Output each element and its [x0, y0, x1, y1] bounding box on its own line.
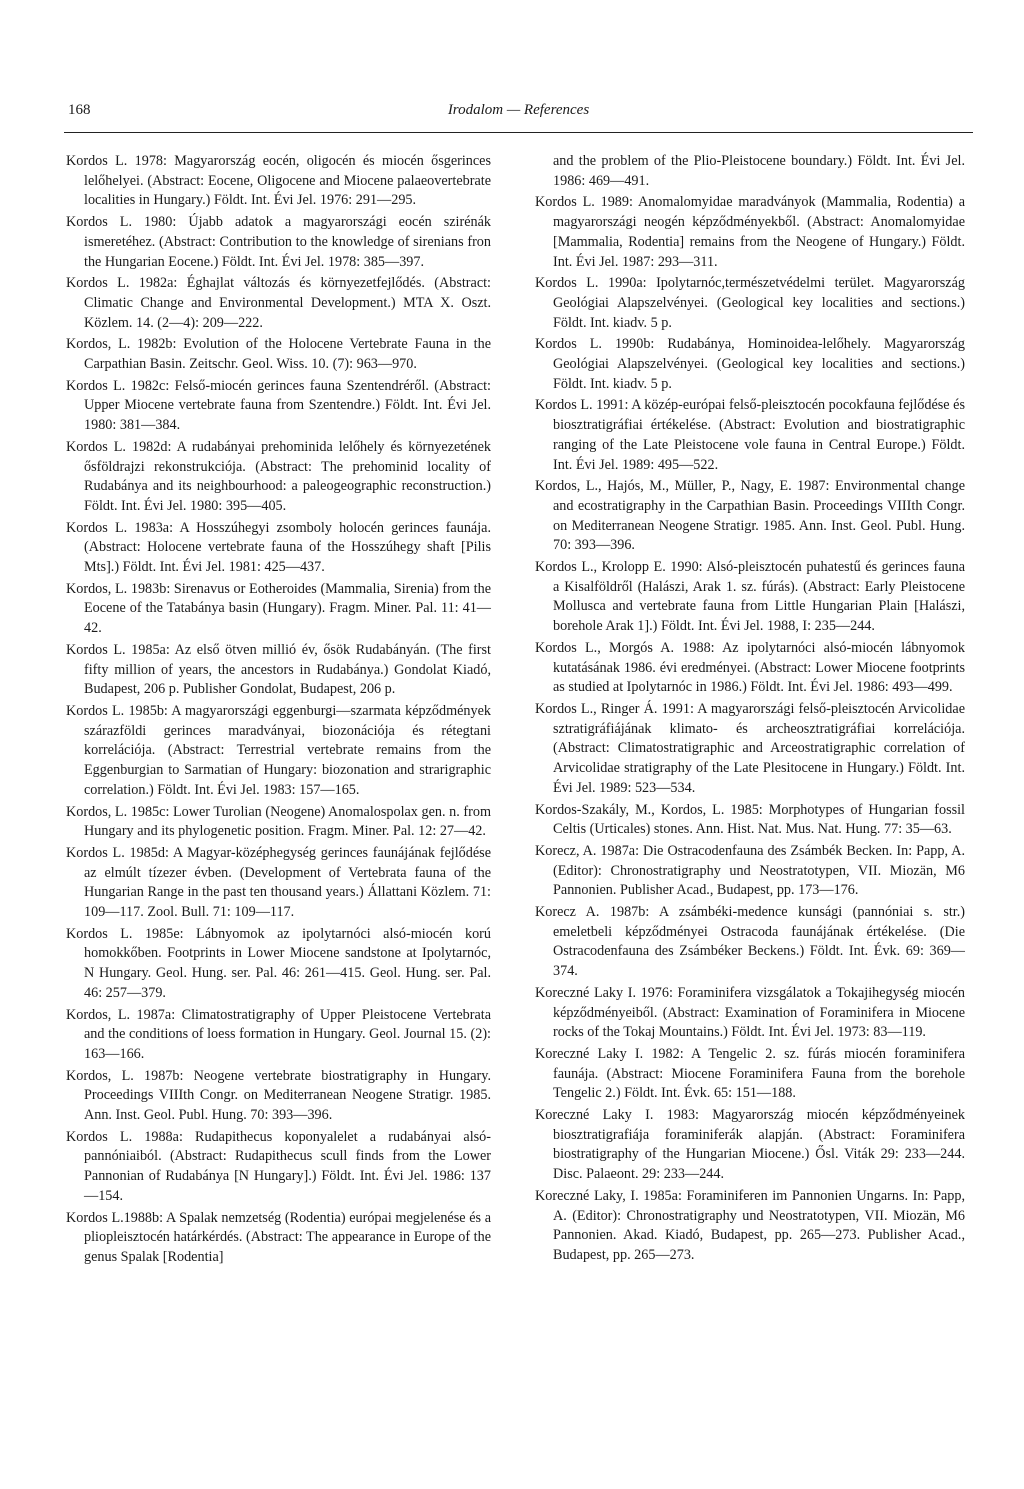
reference-entry: Kordos, L. 1985c: Lower Turolian (Neogene) Anomalospolax gen. n. from Hungary and its phylogenetic position. Fragm. Miner. Pal. 12: 27—42.: [66, 803, 491, 840]
reference-entry: Korecz, A. 1987a: Die Ostracodenfauna des Zsámbék Becken. In: Papp, A. (Editor): Chronostratigraphy und Neostratotypen, VII. Miozän, M6 Pannonien. Publisher Acad., Budapest, pp. 173—176.: [535, 842, 965, 899]
reference-entry: Kordos L. 1983a: A Hosszúhegyi zsomboly holocén gerinces faunája. (Abstract: Holocene vertebrate fauna of the Hosszúhegy shaft [Pilis Mts].) Földt. Int. Évi Jel. 1981: 425—437.: [66, 519, 491, 576]
page-header: [64, 96, 973, 133]
reference-entry: Kordos L. 1982d: A rudabányai prehominida lelőhely és környezetének ősföldrajzi rekonstrukciója. (Abstract: The prehominid locality of Rudabánya and its neighbourhood: a paleogeographic reconstruction.) Földt. Int. Évi Jel. 1980: 395—405.: [66, 438, 491, 514]
reference-entry: Korecz A. 1987b: A zsámbéki-medence kunsági (pannóniai s. str.) emeletbeli képződményei Ostracoda faunájának értékelése. (Die Ostracodenfauna des Zsámbéker Beckens.) Földt. Int. Évk. 69: 369—374.: [535, 904, 965, 980]
reference-entry: Kordos L. 1988a: Rudapithecus koponyalelet a rudabányai alsó-pannóniaiból. (Abstract: Rudapithecus scull finds from the Lower Pannonian of Rudabánya [N Hungary].) Földt. Int. Évi Jel. 1986: 137—154.: [66, 1128, 491, 1204]
reference-entry: Kordos-Szakály, M., Kordos, L. 1985: Morphotypes of Hungarian fossil Celtis (Urticales) stones. Ann. Hist. Nat. Mus. Nat. Hung. 77: 35—63.: [535, 801, 965, 838]
reference-entry: Koreczné Laky I. 1983: Magyarország miocén képződményeinek biosztratigrafiája foraminiferák alapján. (Abstract: Foraminifera biostratigraphy of the Hungarian Miocene.) Ősl. Viták 29: 233—244. Disc. Palaeont. 29: 233—244.: [535, 1107, 965, 1183]
reference-entry: Kordos L. 1990b: Rudabánya, Hominoidea-lelőhely. Magyarország Geológiai Alapszelvényei. (Geological key localities and sections.) Földt. Int. kiadv. 5 p.: [535, 336, 965, 392]
reference-entry: Kordos L. 1982c: Felső-miocén gerinces fauna Szentendréről. (Abstract: Upper Miocene vertebrate fauna from Szentendre.) Földt. Int. Évi Jel. 1980: 381—384.: [66, 377, 491, 434]
reference-entry: Koreczné Laky I. 1976: Foraminifera vizsgálatok a Tokajihegység miocén képződményeiből. (Abstract: Examination of Foraminifera in Miocene rocks of the Tokaj Mountains.) Földt. Int. Évi Jel. 1973: 83—119.: [535, 984, 965, 1041]
reference-entry: Kordos L. 1985e: Lábnyomok az ipolytarnóci alsó-miocén korú homokkőben. Footprints in Lower Miocene sandstone at Ipolytarnóc, N Hungary. Geol. Hung. ser. Pal. 46: 261—415. Geol. Hung. ser. Pal. 46: 257—379.: [66, 925, 491, 1001]
reference-entry: Kordos L. 1978: Magyarország eocén, oligocén és miocén ősgerinces lelőhelyei. (Abstract: Eocene, Oligocene and Miocene palaeovertebrate localities in Hungary.) Földt. Int. Évi Jel. 1976: 291—295.: [66, 153, 491, 209]
reference-entry: Kordos, L., Hajós, M., Müller, P., Nagy, E. 1987: Environmental change and ecostratigraphy in the Carpathian Basin. Proceedings VIIIth Congr. on Mediterranean Neogene Stratigr. 1985. Ann. Inst. Geol. Publ. Hung. 70: 393—396.: [535, 478, 965, 554]
reference-entry: Koreczné Laky, I. 1985a: Foraminiferen im Pannonien Ungarns. In: Papp, A. (Editor): Chronostratigraphy und Neostratotypen, VII. Miozän, M6 Pannonien. Akad. Kiadó, Budapest, pp. 265—273. Publisher Acad., Budapest, pp. 265—273.: [535, 1187, 965, 1263]
reference-entry: Koreczné Laky I. 1982: A Tengelic 2. sz. fúrás miocén foraminifera faunája. (Abstract: Miocene Foraminifera Fauna from the borehole Tengelic 2.) Földt. Int. Évk. 65: 151—188.: [535, 1045, 965, 1102]
reference-entry: Kordos L. 1985b: A magyarországi eggenburgi—szarmata képződmények szárazföldi gerinces maradványai, biozonációja és rétegtani korrelációja. (Abstract: Terrestrial vertebrate remains from the Eggenburgian to Sarmatian of Hungary: biozonation and strarigraphic correlation.) Földt. Int. Évi Jel. 1983: 157—165.: [66, 702, 491, 798]
reference-entry: Kordos L., Krolopp E. 1990: Alsó-pleisztocén puhatestű és gerinces fauna a Kisalföldről (Halászi, Arak 1. sz. fúrás). (Abstract: Early Pleistocene Mollusca and vertebrate fauna from Little Hungarian Plain [Halászi, borehole Arak 1].) Földt. Int. Évi Jel. 1988, I: 235—244.: [535, 559, 965, 635]
reference-entry: Kordos L., Morgós A. 1988: Az ipolytarnóci alsó-miocén lábnyomok kutatásának 1986. évi eredményei. (Abstract: Lower Miocene footprints as studied at Ipolytarnóc in 1986.) Földt. Int. Évi Jel. 1986: 493—499.: [535, 639, 965, 696]
reference-entry: Kordos L. 1985a: Az első ötven millió év, ősök Rudabányán. (The first fifty million of years, the ancestors in Rudabánya.) Gondolat Kiadó, Budapest, 206 p. Publisher Gondolat, Budapest, 206 p.: [66, 641, 491, 698]
reference-continuation: and the problem of the Plio-Pleistocene boundary.) Földt. Int. Évi Jel. 1986: 469—491.: [553, 153, 965, 189]
running-title: Irodalom — References: [447, 102, 590, 118]
reference-entry: Kordos L. 1985d: A Magyar-középhegység gerinces faunájának fejlődése az elmúlt tízezer évben. (Development of Vertebrata fauna of the Hungarian Range in the past ten thousand years.) Állattani Közlem. 71: 109—117. Zool. Bull. 71: 109—117.: [66, 844, 491, 921]
reference-entry: Kordos L. 1982a: Éghajlat változás és környezetfejlődés. (Abstract: Climatic Change and Environmental Development.) MTA X. Oszt. Közlem. 14. (2—4): 209—222.: [66, 275, 491, 331]
reference-entry: Kordos, L. 1982b: Evolution of the Holocene Vertebrate Fauna in the Carpathian Basin. Zeitschr. Geol. Wiss. 10. (7): 963—970.: [66, 336, 491, 373]
reference-entry: Kordos L. 1980: Újabb adatok a magyarországi eocén szirénák ismeretéhez. (Abstract: Contribution to the knowledge of sirenians fron the Hungarian Eocene.) Földt. Int. Évi Jel. 1978: 385—397.: [66, 214, 491, 270]
left-column: [66, 152, 491, 1270]
reference-entry: Kordos, L. 1987b: Neogene vertebrate biostratigraphy in Hungary. Proceedings VIIIth Congr. on Mediterranean Neogene Stratigr. 1985. Ann. Inst. Geol. Publ. Hung. 70: 393—396.: [66, 1067, 491, 1124]
right-column: [535, 152, 965, 1268]
reference-entry: Kordos L.1988b: A Spalak nemzetség (Rodentia) európai megjelenése és a pliopleisztocén határkérdés. (Abstract: The appearance in Europe of the genus Spalak [Rodentia]: [66, 1209, 491, 1265]
reference-entry: Kordos L. 1989: Anomalomyidae maradványok (Mammalia, Rodentia) a magyarországi neogén képződményekből. (Abstract: Anomalomyidae [Mammalia, Rodentia] remains from the Neogene of Hungary.) Földt. Int. Évi Jel. 1987: 293—311.: [535, 194, 965, 270]
reference-entry: Kordos L., Ringer Á. 1991: A magyarországi felső-pleisztocén Arvicolidae sztratigráfiájának klimato- és archeosztratigráfiai korrelációja. (Abstract: Climatostratigraphic and Arceostratigraphic correlation of Arvicolidae stratigraphy of the Late Plesitocene in Hungary.) Földt. Int. Évi Jel. 1989: 523—534.: [535, 700, 965, 796]
reference-entry: Kordos L. 1990a: Ipolytarnóc,természetvédelmi terület. Magyarország Geológiai Alapszelvényei. (Geological key localities and sections.) Földt. Int. kiadv. 5 p.: [535, 275, 965, 331]
page-number: 168: [68, 102, 91, 118]
reference-entry: Kordos L. 1991: A közép-európai felső-pleisztocén pocokfauna fejlődése és biosztratigráfiai értékelése. (Abstract: Evolution and biostratigraphic ranging of the Late Pleistocene vole fauna in Central Europe.) Földt. Int. Évi Jel. 1989: 495—522.: [535, 397, 965, 473]
reference-entry: Kordos, L. 1987a: Climatostratigraphy of Upper Pleistocene Vertebrata and the conditions of loess formation in Hungary. Geol. Journal 15. (2): 163—166.: [66, 1006, 491, 1062]
reference-entry: Kordos, L. 1983b: Sirenavus or Eotheroides (Mammalia, Sirenia) from the Eocene of the Tatabánya basin (Hungary). Fragm. Miner. Pal. 11: 41—42.: [66, 580, 491, 637]
